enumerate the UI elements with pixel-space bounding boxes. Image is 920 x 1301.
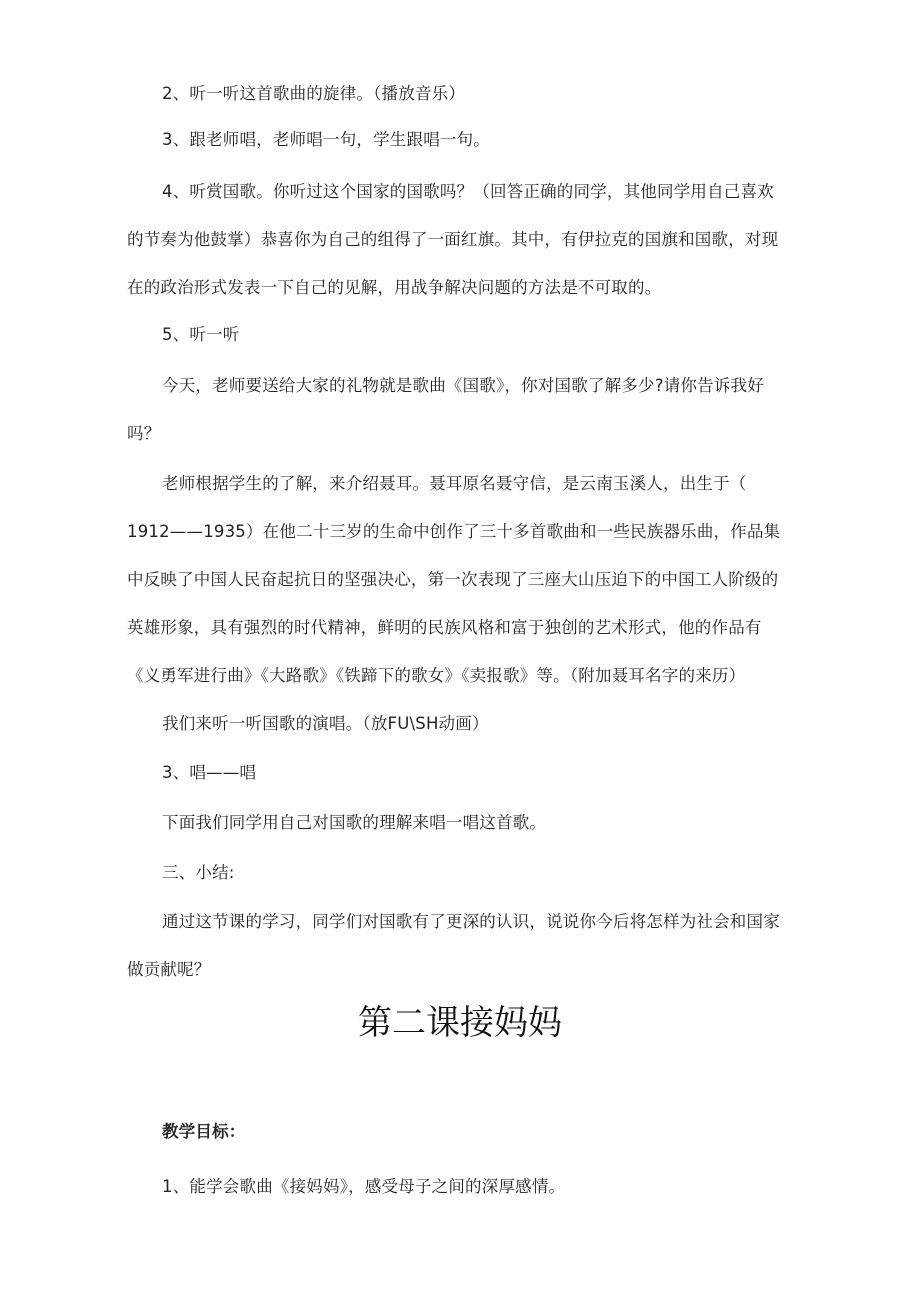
step-5-listen: 5、听一听 bbox=[162, 325, 240, 344]
gift-paragraph-line-1: 今天，老师要送给大家的礼物就是歌曲《国歌》，你对国歌了解多少?请你告诉我好 bbox=[162, 376, 764, 395]
lesson-2-title: 第二课接妈妈 bbox=[358, 1003, 562, 1043]
step-3-sing: 3、唱——唱 bbox=[162, 763, 257, 782]
step-3-sing-along: 3、跟老师唱，老师唱一句，学生跟唱一句。 bbox=[162, 130, 490, 149]
step-4-line-3: 在的政治形式发表一下自己的见解，用战争解决问题的方法是不可取的。 bbox=[127, 278, 662, 297]
step-4-line-1: 4、听赏国歌。你听过这个国家的国歌吗？（回答正确的同学，其他同学用自己喜欢 bbox=[162, 182, 774, 201]
nie-er-paragraph-line-3: 中反映了中国人民奋起抗日的坚强决心，第一次表现了三座大山压迫下的中国工人阶级的 bbox=[127, 570, 779, 589]
nie-er-paragraph-line-5: 《义勇军进行曲》《大路歌》《铁蹄下的歌女》《卖报歌》等。（附加聂耳名字的来历） bbox=[127, 666, 746, 685]
step-2-listen-melody: 2、听一听这首歌曲的旋律。（播放音乐） bbox=[162, 84, 466, 103]
teaching-goal-1: 1、能学会歌曲《接妈妈》，感受母子之间的深厚感情。 bbox=[162, 1177, 566, 1196]
summary-line-1: 通过这节课的学习，同学们对国歌有了更深的认识，说说你今后将怎样为社会和国家 bbox=[162, 912, 780, 931]
summary-heading: 三、小结: bbox=[162, 863, 235, 882]
summary-line-2: 做贡献呢？ bbox=[127, 960, 211, 979]
gift-paragraph-line-2: 吗？ bbox=[127, 424, 161, 443]
step-4-line-2: 的节奏为他鼓掌）恭喜你为自己的组得了一面红旗。其中，有伊拉克的国旗和国歌，对现 bbox=[127, 230, 779, 249]
teaching-goals-heading: 教学目标： bbox=[162, 1122, 246, 1141]
sing-instruction: 下面我们同学用自己对国歌的理解来唱一唱这首歌。 bbox=[162, 813, 547, 832]
nie-er-paragraph-line-2: 1912——1935）在他二十三岁的生命中创作了三十多首歌曲和一些民族器乐曲，作品集 bbox=[127, 522, 781, 541]
nie-er-paragraph-line-4: 英雄形象，具有强烈的时代精神，鲜明的民族风格和富于独创的艺术形式，他的作品有 bbox=[127, 618, 762, 637]
listen-anthem-performance: 我们来听一听国歌的演唱。（放FU\SH动画） bbox=[162, 714, 489, 733]
nie-er-paragraph-line-1: 老师根据学生的了解，来介绍聂耳。聂耳原名聂守信，是云南玉溪人，出生于（ bbox=[162, 474, 747, 493]
